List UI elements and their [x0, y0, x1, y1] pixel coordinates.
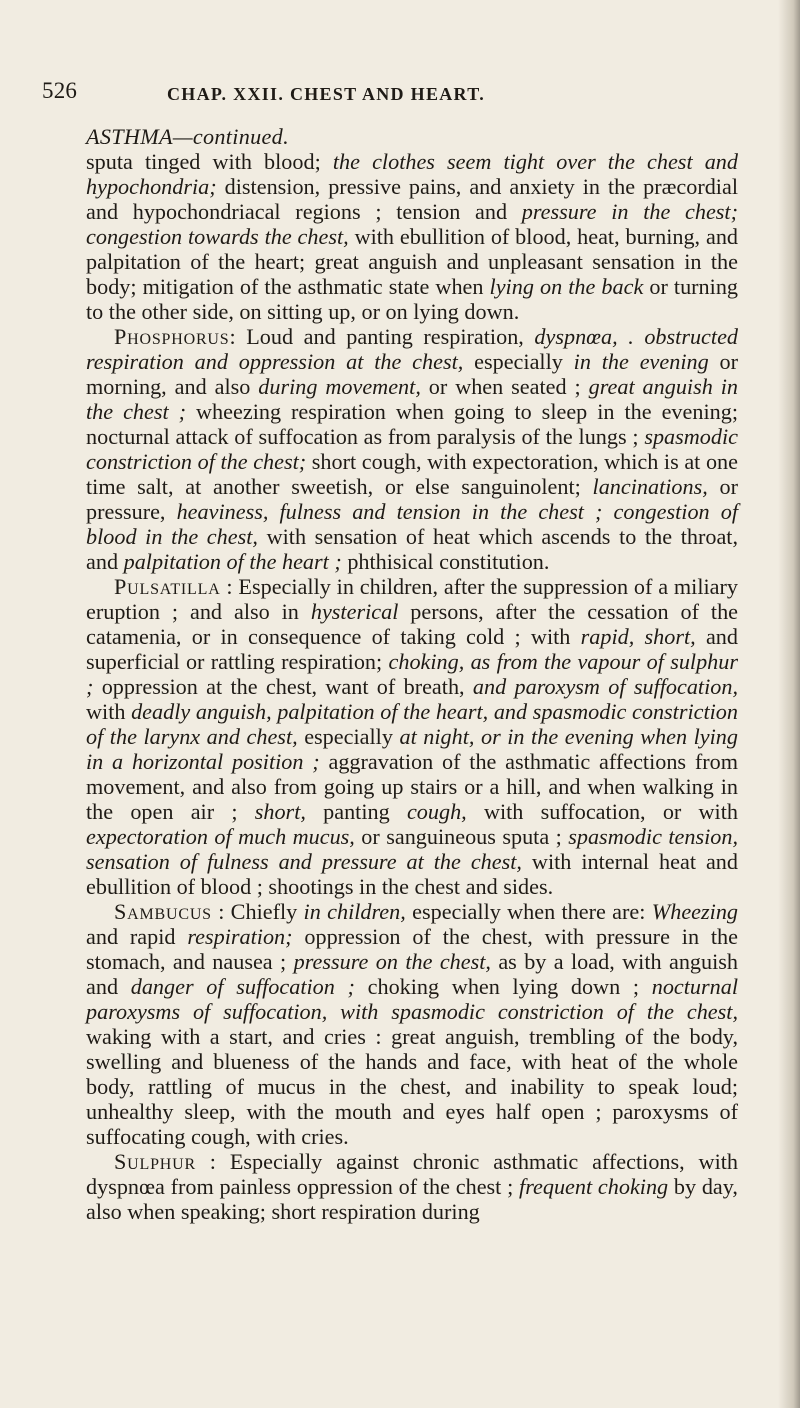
sambucus-text-1: : Chiefly [211, 899, 304, 924]
pulsatilla-italic-4: and paroxysm of suffocation, [472, 674, 738, 699]
sulphur-italic-1: frequent choking [519, 1174, 669, 1199]
phosphorus-italic-3: during movement, [258, 374, 421, 399]
sambucus-italic-5: danger of suffocation ; [130, 974, 355, 999]
intro-italic-1: the clothes seem tight over the chest and hypochondria; [86, 149, 738, 199]
phosphorus-text-8: with sensation of heat which ascends to the throat, and [86, 524, 739, 574]
running-head: CHAP. XXII. CHEST AND HEART. [167, 84, 485, 104]
page-body [86, 124, 738, 1224]
remedy-name-pulsatilla: Pulsatilla [114, 574, 221, 599]
pulsatilla-text-1: : Especially in children, after the suppression of a miliary eruption ; and also in [86, 574, 738, 624]
remedy-name-sambucus: Sambucus [114, 899, 212, 924]
pulsatilla-italic-1: hysterical [310, 599, 399, 624]
pulsatilla-text-11: with internal heat and ebullition of blood ; shootings in the chest and sides. [86, 849, 738, 899]
phosphorus-text-9: phthisical constitution. [341, 549, 550, 574]
phosphorus-italic-4: great anguish in the chest ; [86, 374, 738, 424]
phosphorus-italic-1: dyspnœa, . obstructed respiration and oppression at the chest, [86, 324, 739, 374]
sambucus-italic-3: respiration; [187, 924, 293, 949]
pulsatilla-italic-8: cough, [406, 799, 467, 824]
phosphorus-italic-8: palpitation of the heart ; [123, 549, 342, 574]
phosphorus-entry [86, 324, 738, 574]
phosphorus-italic-6: lancinations, [592, 474, 708, 499]
pulsatilla-text-2: persons, after the cessation of the catamenia, or in consequence of taking cold ; with [86, 599, 739, 649]
page-number: 526 [42, 78, 78, 103]
phosphorus-text-4: or when seated ; [420, 374, 589, 399]
pulsatilla-text-7: aggravation of the asthmatic affections from movement, and also from going up stairs or a hill, and when walking in the open air ; [86, 749, 738, 824]
sambucus-italic-6: nocturnal paroxysms of suffocation, with spasmodic constriction of the chest, [86, 974, 738, 1024]
pulsatilla-italic-2: rapid, short, [580, 624, 696, 649]
pulsatilla-italic-6: at night, or in the evening when lying in a horizontal position ; [86, 724, 738, 774]
page-edge-shadow [778, 0, 800, 1408]
sambucus-text-7: waking with a start, and cries : great anguish, trembling of the body, swelling and blueness of the hands and face, with heat of the whole body, rattling of mucus in the chest, and inability to speak loud; unhealthy sleep, with the mouth and eyes half open ; paroxysms of suffocating cough, with cries. [86, 1024, 738, 1149]
sulphur-text-2: by day, also when speaking; short respiration during [86, 1174, 738, 1224]
sambucus-entry [86, 899, 738, 1149]
pulsatilla-italic-3: choking, as from the vapour of sulphur ; [86, 649, 738, 699]
pulsatilla-entry [86, 574, 738, 899]
sambucus-italic-2: Wheezing [651, 899, 739, 924]
intro-italic-3: lying on the back [489, 274, 644, 299]
phosphorus-text-2: especially [463, 349, 574, 374]
pulsatilla-italic-10: spasmodic tension, sensation of fulness and pressure at the chest, [86, 824, 738, 874]
phosphorus-text-6: short cough, with expectoration, which is at one time salt, at another sweetish, or else sanguinolent; [86, 449, 738, 499]
pulsatilla-italic-9: expectoration of much mucus, [86, 824, 355, 849]
phosphorus-text-7: or pressure, [86, 474, 738, 524]
sambucus-text-3: and rapid [86, 924, 188, 949]
phosphorus-text-5: wheezing respiration when going to sleep in the evening; nocturnal attack of suffocation as from paralysis of the lungs ; [86, 399, 738, 449]
sambucus-text-2: especially when there are: [405, 899, 652, 924]
phosphorus-italic-5: spasmodic constriction of the chest; [86, 424, 738, 474]
phosphorus-text-3: or morning, and also [86, 349, 738, 399]
page-header [0, 78, 800, 104]
pulsatilla-text-9: with suffocation, or with [466, 799, 738, 824]
pulsatilla-italic-7: short, [254, 799, 306, 824]
phosphorus-text-1: : Loud and panting respiration, [229, 324, 535, 349]
intro-text-4: or turning to the other side, on sitting up, or on lying down. [86, 274, 739, 324]
sambucus-text-4: oppression of the chest, with pressure in the stomach, and nausea ; [86, 924, 738, 974]
pulsatilla-text-10: or sanguineous sputa ; [354, 824, 569, 849]
sambucus-text-6: choking when lying down ; [354, 974, 652, 999]
section-title: ASTHMA—continued. [86, 124, 289, 149]
sulphur-entry [86, 1149, 738, 1224]
sambucus-italic-1: in children, [303, 899, 406, 924]
phosphorus-italic-2: in the evening [573, 349, 709, 374]
intro-paragraph [86, 149, 738, 324]
intro-text-3: with ebullition of blood, heat, burning, and palpitation of the heart; great anguish and unpleasant sensation in the body; mitigation of the asthmatic state when [86, 224, 739, 299]
pulsatilla-text-5: with [86, 699, 132, 724]
remedy-name-phosphorus: Phosphorus [114, 324, 230, 349]
intro-italic-2: pressure in the chest; congestion towards the chest, [86, 199, 738, 249]
pulsatilla-text-4: oppression at the chest, want of breath, [93, 674, 473, 699]
pulsatilla-text-6: especially [297, 724, 400, 749]
sambucus-text-5: as by a load, with anguish and [86, 949, 738, 999]
intro-text-2: distension, pressive pains, and anxiety in the præcordial and hypochondriacal regions ; tension and [86, 174, 738, 224]
remedy-name-sulphur: Sulphur [114, 1149, 196, 1174]
pulsatilla-text-3: and superficial or rattling respiration; [86, 624, 738, 674]
phosphorus-italic-7: heaviness, fulness and tension in the chest ; congestion of blood in the chest, [86, 499, 738, 549]
pulsatilla-italic-5: deadly anguish, palpitation of the heart, and spasmodic constriction of the larynx and chest, [86, 699, 738, 749]
pulsatilla-text-8: panting [305, 799, 407, 824]
sulphur-text-1: : Especially against chronic asthmatic affections, with dyspnœa from painless oppression of the chest ; [86, 1149, 738, 1199]
sambucus-italic-4: pressure on the chest, [293, 949, 491, 974]
intro-text-1: sputa tinged with blood; [86, 149, 333, 174]
